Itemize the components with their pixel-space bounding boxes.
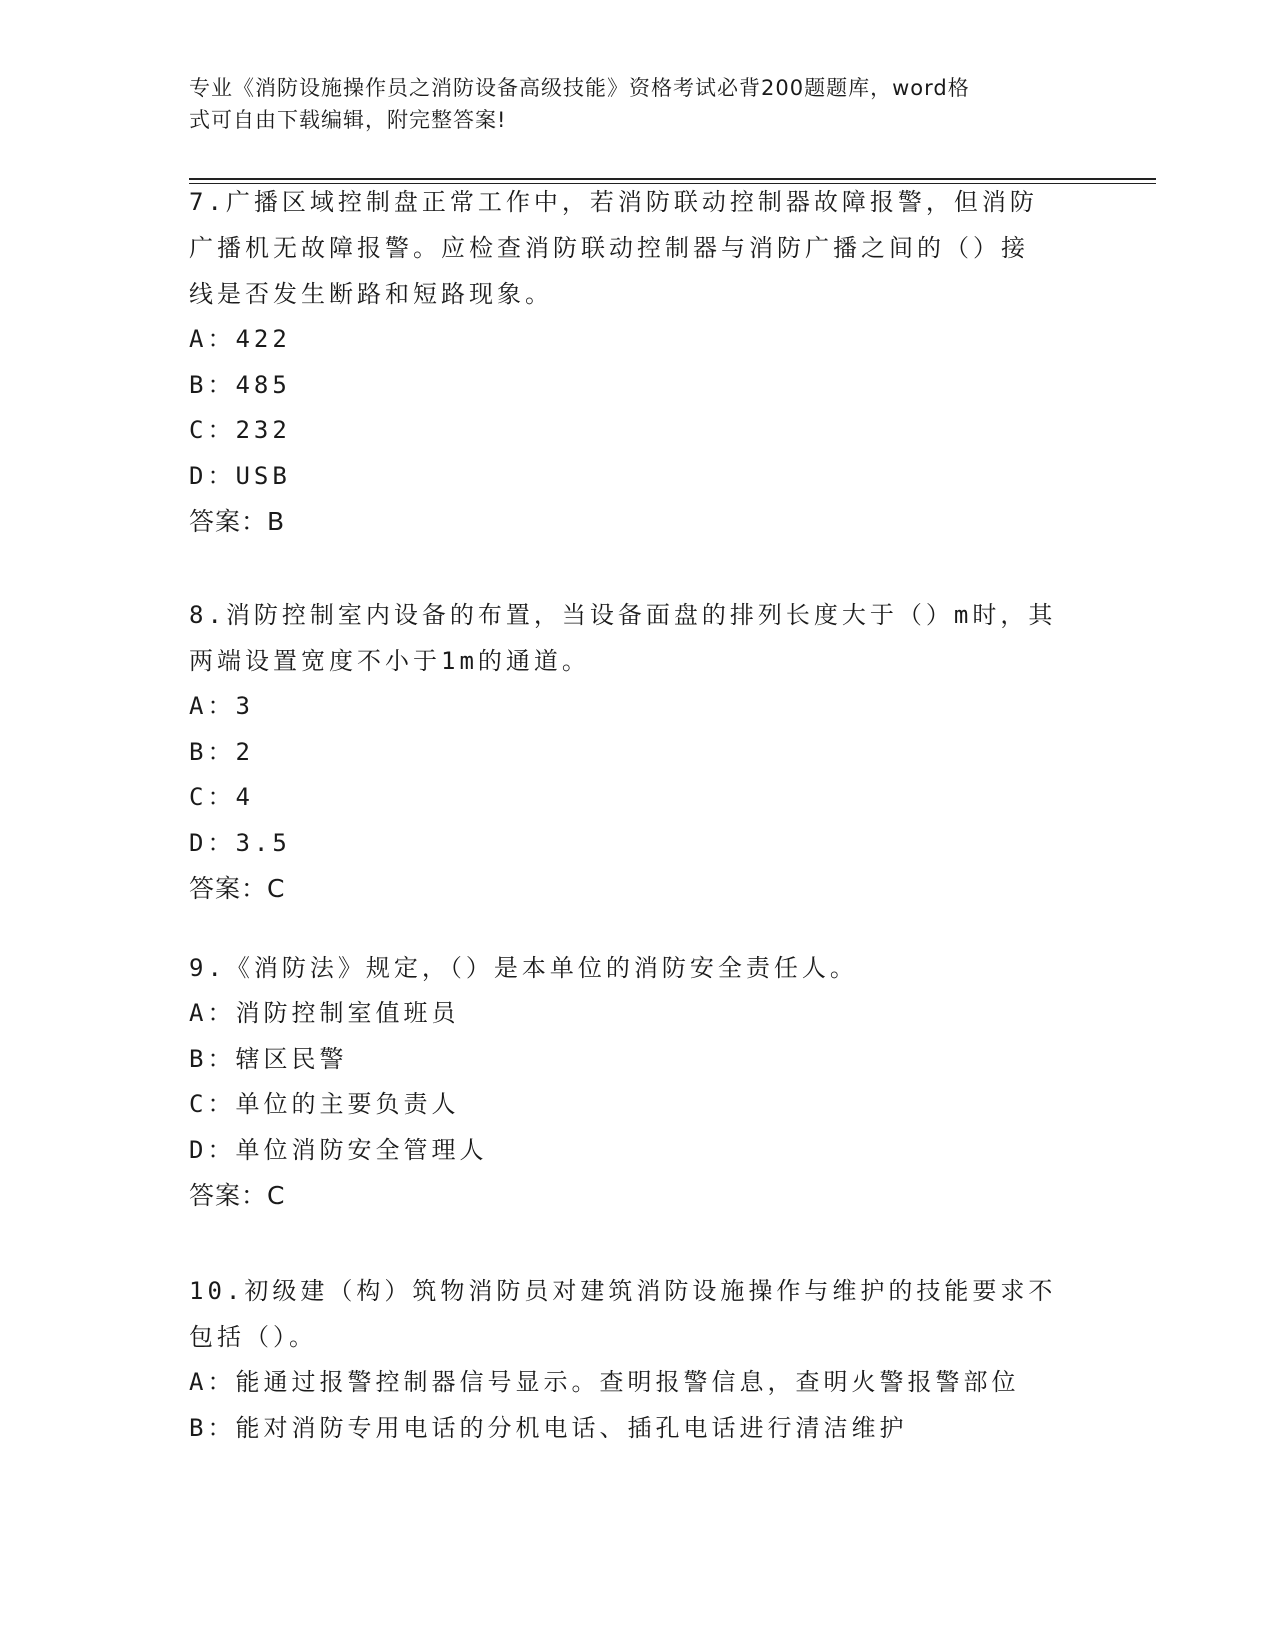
header-line: 专业《消防设施操作员之消防设备高级技能》资格考试必背200题题库，word格 — [189, 76, 970, 100]
option-c: C：232 — [189, 416, 291, 444]
option-a: A：422 — [189, 325, 291, 353]
question-stem-line: 7.广播区域控制盘正常工作中，若消防联动控制器故障报警，但消防 — [189, 188, 1038, 216]
option-d: D：USB — [189, 461, 291, 490]
option-b: B：辖区民警 — [189, 1044, 348, 1073]
header-line: 式可自由下载编辑，附完整答案! — [189, 108, 507, 132]
option-c: C：单位的主要负责人 — [189, 1090, 460, 1118]
option-a: A：能通过报警控制器信号显示。查明报警信息，查明火警报警部位 — [189, 1368, 1020, 1396]
document-header — [189, 72, 1079, 136]
option-b: B：能对消防专用电话的分机电话、插孔电话进行清洁维护 — [189, 1413, 908, 1442]
question-stem-line: 广播机无故障报警。应检查消防联动控制器与消防广播之间的（）接 — [189, 234, 1029, 262]
question-stem-line: 两端设置宽度不小于1m的通道。 — [189, 647, 590, 675]
question-stem-line: 8.消防控制室内设备的布置，当设备面盘的排列长度大于（）m时，其 — [189, 601, 1057, 629]
option-a: A：3 — [189, 692, 254, 720]
question-block — [189, 945, 1089, 1219]
answer: 答案：C — [189, 874, 286, 903]
option-d: D：单位消防安全管理人 — [189, 1135, 488, 1164]
option-b: B：2 — [189, 737, 254, 766]
question-stem-line: 10.初级建（构）筑物消防员对建筑消防设施操作与维护的技能要求不 — [189, 1277, 1057, 1305]
option-a: A：消防控制室值班员 — [189, 999, 460, 1027]
question-block — [189, 592, 1089, 912]
answer: 答案：C — [189, 1181, 286, 1210]
option-d: D：3.5 — [189, 828, 291, 857]
question-stem-line: 9.《消防法》规定，（）是本单位的消防安全责任人。 — [189, 954, 858, 982]
question-stem-line: 包括（）。 — [189, 1323, 317, 1351]
answer: 答案：B — [189, 507, 286, 536]
question-block — [189, 179, 1089, 545]
question-block — [189, 1268, 1089, 1451]
option-c: C：4 — [189, 783, 254, 811]
option-b: B：485 — [189, 370, 291, 399]
question-stem-line: 线是否发生断路和短路现象。 — [189, 280, 553, 308]
